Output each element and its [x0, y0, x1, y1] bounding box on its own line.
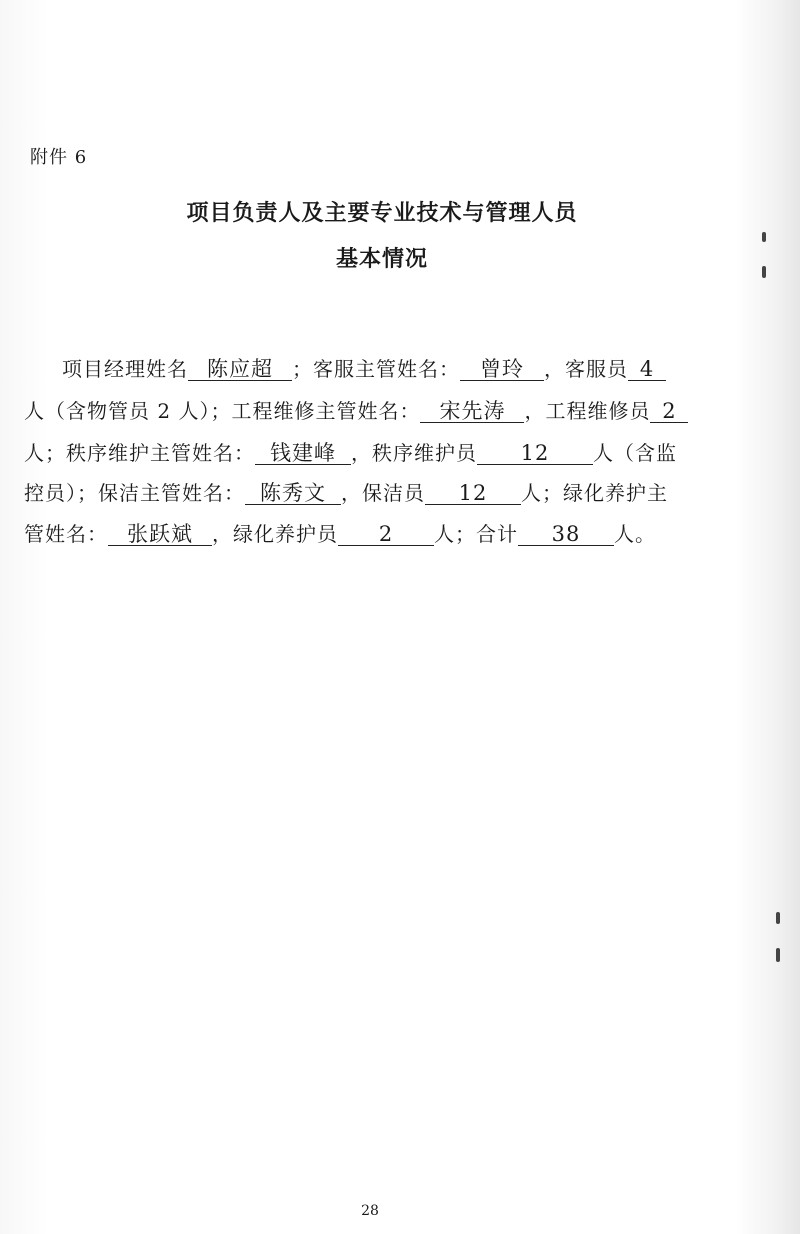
- text-segment: 人（含监: [593, 441, 677, 465]
- eng-staff-count-field: 2: [650, 400, 688, 423]
- text-segment: 管姓名：: [24, 522, 108, 546]
- binding-hole-mark: [776, 912, 780, 924]
- text-segment: 人；绿化养护主: [521, 481, 668, 505]
- body-line-5: [24, 522, 656, 546]
- text-segment: 控员）；保洁主管姓名：: [24, 481, 245, 505]
- attachment-label: 附件 6: [30, 147, 88, 168]
- text-segment: 人；合计: [434, 522, 518, 546]
- greening-supervisor-name-field: 张跃斌: [108, 523, 212, 546]
- text-segment: ，绿化养护员: [212, 522, 338, 546]
- text-segment: ，工程维修员: [524, 399, 651, 423]
- document-title: 项目负责人及主要专业技术与管理人员: [186, 200, 578, 226]
- binding-hole-mark: [776, 948, 780, 962]
- text-segment: ，秩序维护员: [351, 441, 477, 465]
- greening-staff-count-field: 2: [338, 523, 434, 546]
- document-subtitle: 基本情况: [335, 246, 428, 272]
- cleaning-supervisor-name-field: 陈秀文: [245, 482, 341, 505]
- security-staff-count-field: 12: [477, 442, 593, 465]
- body-line-2: [24, 399, 688, 423]
- manager-name-field: 陈应超: [188, 358, 292, 381]
- security-supervisor-name-field: 钱建峰: [255, 442, 351, 465]
- body-line-4: [24, 481, 668, 505]
- binding-hole-mark: [762, 266, 766, 278]
- cs-supervisor-name-field: 曾玲: [460, 358, 544, 381]
- cleaning-staff-count-field: 12: [425, 482, 521, 505]
- text-segment: 项目经理姓名: [62, 357, 188, 381]
- text-segment: 人（含物管员 2 人）；工程维修主管姓名：: [24, 399, 421, 423]
- binding-hole-mark: [762, 232, 766, 242]
- text-segment: 人。: [614, 522, 656, 546]
- body-line-3: [24, 441, 677, 465]
- text-segment: ，客服员: [544, 357, 628, 381]
- text-segment: ；客服主管姓名：: [292, 357, 460, 381]
- page-number: 28: [361, 1203, 379, 1219]
- body-line-1: [62, 357, 666, 381]
- text-segment: ，保洁员: [341, 481, 425, 505]
- cs-staff-count-field: 4: [628, 358, 666, 381]
- eng-supervisor-name-field: 宋先涛: [420, 400, 524, 423]
- text-segment: 人；秩序维护主管姓名：: [24, 441, 255, 465]
- total-count-field: 38: [518, 523, 614, 546]
